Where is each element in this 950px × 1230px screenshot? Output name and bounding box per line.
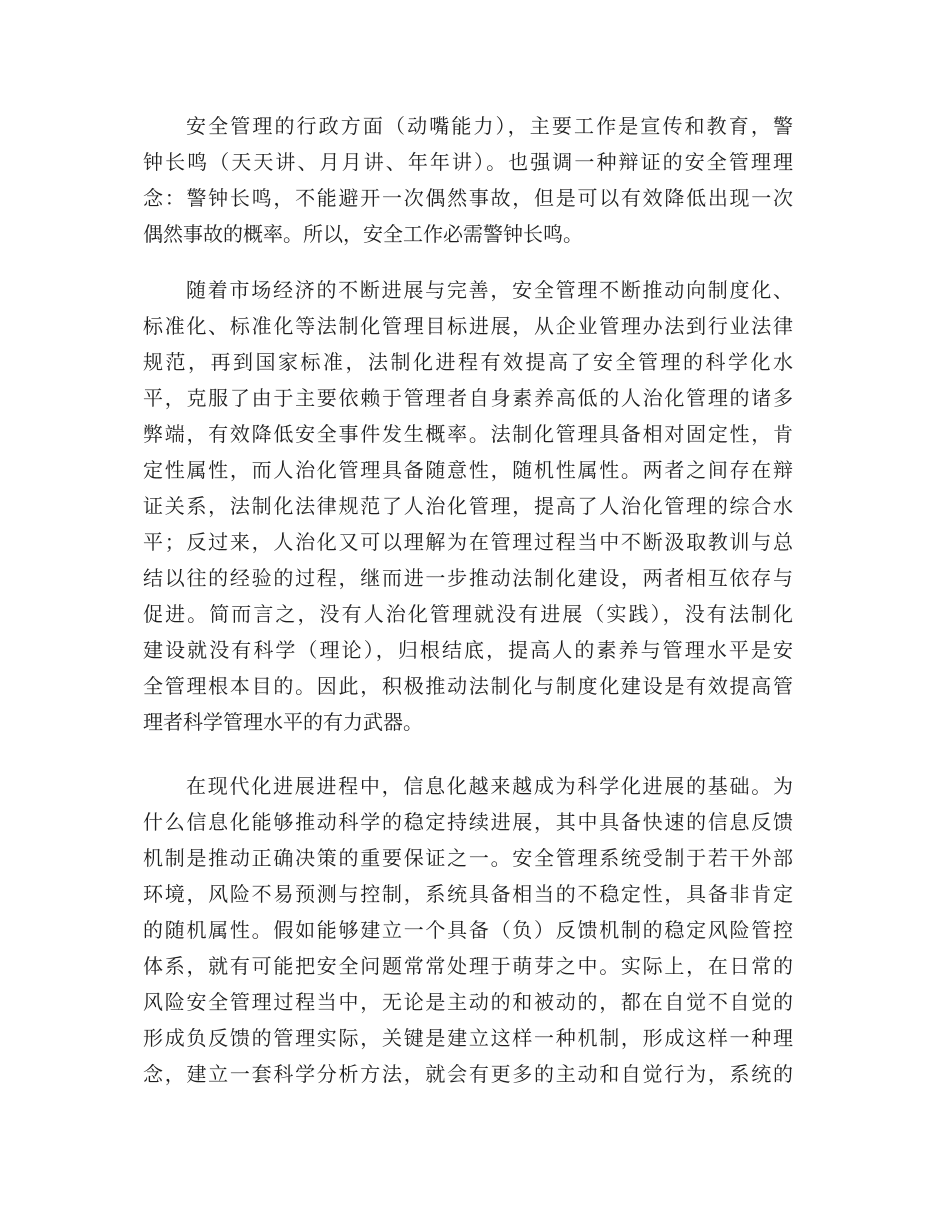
text-line: 偶然事故的概率。所以，安全工作必需警钟长鸣。 — [143, 222, 583, 246]
text-line: 标准化、标准化等法制化管理目标进展，从企业管理办法到行业法律 — [143, 314, 793, 338]
text-line: 理者科学管理水平的有力武器。 — [143, 710, 423, 734]
text-line: 结以往的经验的过程，继而进一步推动法制化建设，两者相互依存与 — [143, 566, 793, 590]
text-line: 全管理根本目的。因此，积极推动法制化与制度化建设是有效提高管 — [143, 674, 793, 698]
paragraph-2 — [143, 272, 793, 740]
text-line: 机制是推动正确决策的重要保证之一。安全管理系统受制于若干外部 — [143, 846, 793, 870]
text-line: 钟长鸣（天天讲、月月讲、年年讲）。也强调一种辩证的安全管理理 — [143, 150, 793, 174]
text-line: 体系，就有可能把安全问题常常处理于萌芽之中。实际上，在日常的 — [143, 954, 793, 978]
text-line: 证关系，法制化法律规范了人治化管理，提高了人治化管理的综合水 — [143, 494, 793, 518]
text-line: 随着市场经济的不断进展与完善，安全管理不断推动向制度化、 — [186, 278, 793, 302]
text-line: 促进。简而言之，没有人治化管理就没有进展（实践），没有法制化 — [143, 602, 793, 626]
paragraph-1 — [143, 108, 793, 252]
text-line: 建设就没有科学（理论），归根结底，提高人的素养与管理水平是安 — [143, 638, 793, 662]
text-line: 弊端，有效降低安全事件发生概率。法制化管理具备相对固定性，肯 — [143, 422, 793, 446]
text-line: 环境，风险不易预测与控制，系统具备相当的不稳定性，具备非肯定 — [143, 882, 793, 906]
text-line: 定性属性，而人治化管理具备随意性，随机性属性。两者之间存在辩 — [143, 458, 793, 482]
text-line: 平，克服了由于主要依赖于管理者自身素养高低的人治化管理的诸多 — [143, 386, 793, 410]
text-line: 念：警钟长鸣，不能避开一次偶然事故，但是可以有效降低出现一次 — [143, 186, 793, 210]
text-line: 什么信息化能够推动科学的稳定持续进展，其中具备快速的信息反馈 — [143, 810, 793, 834]
text-line: 在现代化进展进程中，信息化越来越成为科学化进展的基础。为 — [186, 774, 793, 798]
text-line: 安全管理的行政方面（动嘴能力），主要工作是宣传和教育，警 — [186, 114, 793, 138]
text-line: 规范，再到国家标准，法制化进程有效提高了安全管理的科学化水 — [143, 350, 793, 374]
paragraph-3 — [143, 768, 793, 1092]
text-line: 的随机属性。假如能够建立一个具备（负）反馈机制的稳定风险管控 — [143, 918, 793, 942]
text-line: 平；反过来，人治化又可以理解为在管理过程当中不断汲取教训与总 — [143, 530, 793, 554]
text-line: 风险安全管理过程当中，无论是主动的和被动的，都在自觉不自觉的 — [143, 990, 793, 1014]
text-line: 念，建立一套科学分析方法，就会有更多的主动和自觉行为，系统的 — [143, 1062, 793, 1086]
text-line: 形成负反馈的管理实际，关键是建立这样一种机制，形成这样一种理 — [143, 1026, 793, 1050]
